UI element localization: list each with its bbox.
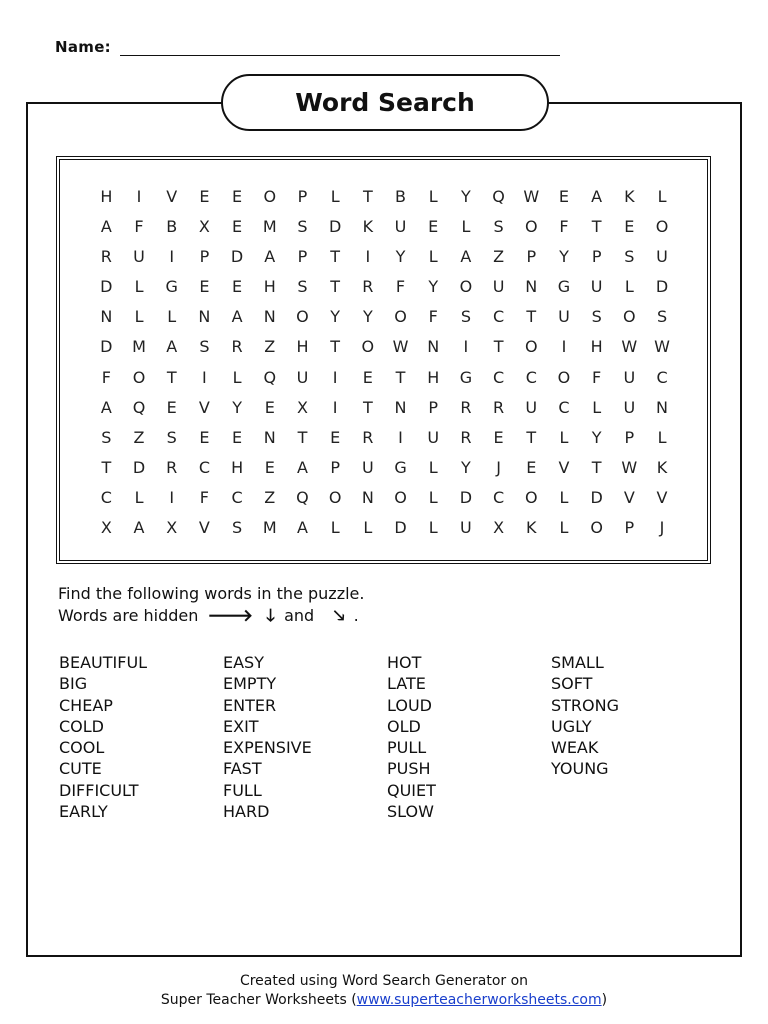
grid-letter: U [296,367,309,387]
grid-letter: Z [264,487,276,507]
grid-letter: U [623,367,636,387]
grid-letter: S [166,427,177,447]
grid-letter: L [232,367,242,387]
grid-letter: E [264,457,275,477]
word-item: UGLY [551,716,592,736]
grid-letter: O [328,487,342,507]
grid-letter: L [134,307,144,327]
grid-letter: O [459,277,473,297]
grid-letter: L [559,427,569,447]
footer-line-2 [0,991,768,1010]
grid-letter: L [167,307,177,327]
grid-letter: F [559,217,569,237]
word-item: FAST [223,759,262,779]
grid-letter: Z [133,427,145,447]
instructions-and: and [284,606,315,625]
grid-letter: T [330,277,341,297]
grid-letter: T [362,187,373,206]
word-item: BIG [59,674,88,694]
grid-letter: Z [493,247,505,267]
grid-letter: O [623,307,636,327]
grid-letter: L [134,487,144,507]
grid-letter: P [624,427,635,447]
grid-letter: Y [362,307,373,327]
grid-letter: Y [591,427,602,447]
grid-letter: Q [132,397,146,417]
grid-letter: E [199,187,210,206]
grid-letter: P [199,247,210,267]
grid-letter: A [264,247,276,267]
grid-letter: E [232,187,243,206]
grid-letter: Q [492,187,505,206]
grid-letter: C [493,367,505,387]
grid-letter: U [558,307,570,327]
grid-letter: Z [264,337,276,357]
word-item: DIFFICULT [59,780,139,800]
word-item: COOL [59,738,105,758]
grid-letter: P [297,247,308,267]
grid-letter: A [100,217,112,237]
grid-letter: L [134,277,144,297]
arrow-down-icon: 🡓 [266,606,276,626]
grid-letter: H [590,337,603,357]
grid-letter: G [459,367,473,387]
word-item: STRONG [551,695,620,715]
grid-letter: O [524,337,538,357]
footer [0,972,768,1010]
grid-letter: I [169,487,175,507]
word-item: LOUD [387,695,432,715]
grid-letter: X [296,397,308,417]
grid-letter: T [493,337,504,357]
grid-letter: D [394,518,407,538]
word-item: SOFT [551,674,593,694]
instructions-line-2 [58,605,364,627]
grid-letter: P [624,518,635,538]
grid-letter: E [330,427,341,447]
grid-letter: O [590,518,603,538]
grid-letter: N [525,277,538,297]
grid-letter: G [557,277,571,297]
grid-letter: E [558,187,570,206]
word-item: PULL [387,738,427,758]
grid-letter: S [624,247,635,267]
grid-letter: I [136,187,142,206]
grid-letter: S [297,217,308,237]
grid-letter: R [460,427,472,447]
grid-letter: N [198,307,211,327]
word-item: EXPENSIVE [223,738,312,758]
grid-letter: P [591,247,602,267]
grid-letter: C [656,367,668,387]
grid-letter: M [262,217,277,237]
grid-letter: A [460,247,472,267]
grid-letter: L [624,277,634,297]
grid-letter: R [493,397,505,417]
grid-letter: L [330,518,340,538]
grid-letter: U [525,397,538,417]
grid-letter: Y [559,247,569,267]
instructions [58,583,364,627]
grid-letter: I [463,337,469,357]
grid-letter: O [394,307,407,327]
grid-letter: F [199,487,209,507]
grid-letter: D [328,217,342,237]
grid-letter: N [263,307,276,327]
grid-letter: P [297,187,308,206]
grid-letter: H [263,277,276,297]
footer-prefix: Super Teacher Worksheets ( [160,992,357,1008]
grid-letter: D [100,337,113,357]
grid-letter: W [621,457,638,477]
grid-letter: H [427,367,440,387]
grid-letter: O [394,487,407,507]
grid-letter: J [659,518,665,538]
grid-letter: N [361,487,374,507]
word-item: BEAUTIFUL [59,653,148,672]
grid-letter: O [557,367,571,387]
grid-letter: L [559,487,569,507]
grid-letter: X [100,518,112,538]
word-column [223,652,387,822]
grid-letter: F [101,367,111,387]
grid-letter: W [621,337,638,357]
grid-letter: U [492,277,505,297]
grid-letter: H [231,457,244,477]
grid-letter: H [296,337,309,357]
grid-letter: V [166,187,178,206]
grid-letter: Y [461,457,471,477]
word-item: EMPTY [223,674,277,694]
grid-letter: S [232,518,243,538]
grid-letter: S [199,337,210,357]
word-item: OLD [387,716,421,736]
grid-letter: V [656,487,668,507]
grid-letter: O [524,487,538,507]
grid-letter: X [198,217,210,237]
grid-letter: F [134,217,144,237]
grid-letter: W [392,337,409,357]
word-column [387,652,551,822]
word-item: ENTER [223,695,277,715]
grid-letter: A [166,337,178,357]
grid-letter: O [361,337,375,357]
grid-letter: F [428,307,438,327]
grid-letter: D [230,247,244,267]
letter-grid [90,182,678,543]
grid-letter: I [169,247,175,267]
grid-letter: N [427,337,440,357]
arrow-diagonal-icon: 🡖 [333,606,345,626]
grid-letter: O [524,217,538,237]
grid-letter: Q [296,487,309,507]
grid-letter: C [198,457,210,477]
grid-letter: P [526,247,537,267]
grid-letter: E [232,217,243,237]
grid-letter: A [296,518,308,538]
grid-letter: U [427,427,440,447]
grid-letter: L [592,397,602,417]
grid-letter: Y [461,187,471,206]
word-item: QUIET [387,780,436,800]
grid-letter: S [101,427,112,447]
word-column [59,652,223,822]
grid-letter: Y [395,247,406,267]
grid-letter: E [526,457,537,477]
grid-letter: I [332,397,338,417]
word-item: SLOW [387,802,434,822]
grid-letter: A [231,307,243,327]
grid-letter: D [655,277,669,297]
grid-letter: L [428,457,438,477]
grid-letter: N [394,397,407,417]
word-item: EASY [223,653,264,672]
grid-letter: A [100,397,112,417]
word-item: SMALL [551,653,604,672]
grid-letter: S [297,277,308,297]
grid-letter: T [101,457,112,477]
grid-letter: K [624,187,635,206]
grid-letter: W [654,337,670,357]
grid-letter: F [395,277,406,297]
grid-letter: E [624,217,635,237]
grid-letter: R [362,427,374,447]
instructions-prefix: Words are hidden [58,606,199,625]
grid-letter: A [296,457,308,477]
grid-letter: W [523,187,540,206]
grid-letter: U [394,217,407,237]
grid-letter: T [297,427,308,447]
instructions-line-1: Find the following words in the puzzle. [58,584,365,603]
grid-letter: L [559,518,569,538]
word-item: FULL [223,780,262,800]
grid-letter: L [428,247,438,267]
grid-letter: U [623,397,636,417]
footer-suffix: ) [601,992,608,1008]
grid-letter: N [263,427,276,447]
grid-letter: C [493,307,505,327]
grid-letter: U [656,247,668,267]
grid-letter: T [591,217,602,237]
grid-letter: T [591,457,602,477]
grid-letter: N [656,397,669,417]
grid-letter: R [166,457,178,477]
grid-letter: U [460,518,472,538]
grid-letter: V [198,518,210,538]
grid-letter: G [394,457,407,477]
grid-letter: C [231,487,243,507]
name-blank-line [120,55,560,56]
grid-letter: Q [263,367,277,387]
grid-letter: L [428,518,438,538]
grid-letter: O [655,217,669,237]
word-item: LATE [387,674,426,694]
grid-letter: T [362,397,373,417]
grid-letter: R [100,247,112,267]
grid-letter: L [330,187,340,206]
word-column [551,652,715,822]
word-item: CHEAP [59,695,113,715]
grid-letter: S [591,307,602,327]
grid-letter: K [656,457,668,477]
grid-letter: E [232,277,243,297]
grid-letter: T [526,427,537,447]
grid-letter: D [590,487,603,507]
word-item: EXIT [223,716,259,736]
word-item: HARD [223,802,270,822]
grid-letter: O [263,187,277,206]
grid-letter: Y [232,397,242,417]
grid-letter: L [657,187,667,206]
grid-letter: S [656,307,668,327]
grid-letter: E [493,427,504,447]
grid-letter: K [526,518,537,538]
arrow-right-icon: 🡒 [207,606,254,626]
grid-letter: C [525,367,537,387]
grid-letter: I [561,337,567,357]
grid-letter: I [202,367,207,387]
grid-letter: T [330,337,341,357]
grid-letter: D [132,457,146,477]
grid-letter: E [428,217,439,237]
word-item: PUSH [387,759,431,779]
footer-line-1: Created using Word Search Generator on [239,973,529,989]
grid-letter: C [493,487,505,507]
grid-letter: G [165,277,178,297]
instructions-period: . [353,606,359,625]
grid-letter: U [361,457,374,477]
grid-letter: C [558,397,570,417]
grid-letter: B [166,217,178,237]
grid-letter: E [232,427,243,447]
word-item: HOT [387,653,422,672]
grid-letter: P [428,397,439,417]
page-title [221,74,549,131]
grid-letter: L [428,187,438,206]
grid-letter: E [199,427,210,447]
footer-link[interactable]: www.superteacherworksheets.com [356,992,602,1008]
grid-letter: M [262,518,277,538]
grid-letter: E [264,397,275,417]
grid-letter: B [395,187,407,206]
grid-letter: V [558,457,570,477]
grid-letter: E [362,367,373,387]
grid-letter: T [166,367,177,387]
grid-letter: L [363,518,373,538]
grid-letter: V [623,487,635,507]
grid-letter: R [460,397,472,417]
grid-letter: A [591,187,603,206]
grid-letter: L [657,427,667,447]
grid-letter: I [398,427,403,447]
grid-letter: V [198,397,210,417]
grid-letter: D [459,487,473,507]
grid-letter: U [590,277,603,297]
word-item: WEAK [551,738,599,758]
name-label: Name: [55,38,111,56]
grid-letter: U [133,247,145,267]
grid-letter: H [100,187,113,206]
grid-letter: T [330,247,341,267]
grid-letter: K [362,217,374,237]
word-item: COLD [59,716,104,736]
grid-letter: F [592,367,602,387]
grid-letter: T [526,307,537,327]
grid-letter: E [199,277,210,297]
grid-letter: I [365,247,371,267]
grid-letter: M [132,337,146,357]
grid-letter: I [332,367,338,387]
grid-letter: S [460,307,471,327]
grid-letter: P [330,457,340,477]
grid-letter: X [493,518,505,538]
grid-letter: N [100,307,113,327]
grid-letter: X [166,518,178,538]
grid-letter: R [362,277,374,297]
grid-letter: R [231,337,243,357]
grid-letter: O [296,307,309,327]
grid-letter: E [166,397,177,417]
grid-letter: D [100,277,113,297]
grid-letter: J [496,457,501,477]
word-item: YOUNG [551,759,609,779]
grid-letter: C [100,487,112,507]
grid-letter: L [428,487,438,507]
grid-letter: L [461,217,471,237]
word-list [59,652,715,822]
grid-letter: Y [428,277,439,297]
word-item: EARLY [59,802,108,822]
word-item: CUTE [59,759,102,779]
grid-letter: O [132,367,146,387]
grid-letter: A [133,518,145,538]
grid-letter: Y [330,307,341,327]
page-title-text: Word Search [295,88,475,117]
grid-letter: T [395,367,406,387]
grid-letter: S [493,217,504,237]
